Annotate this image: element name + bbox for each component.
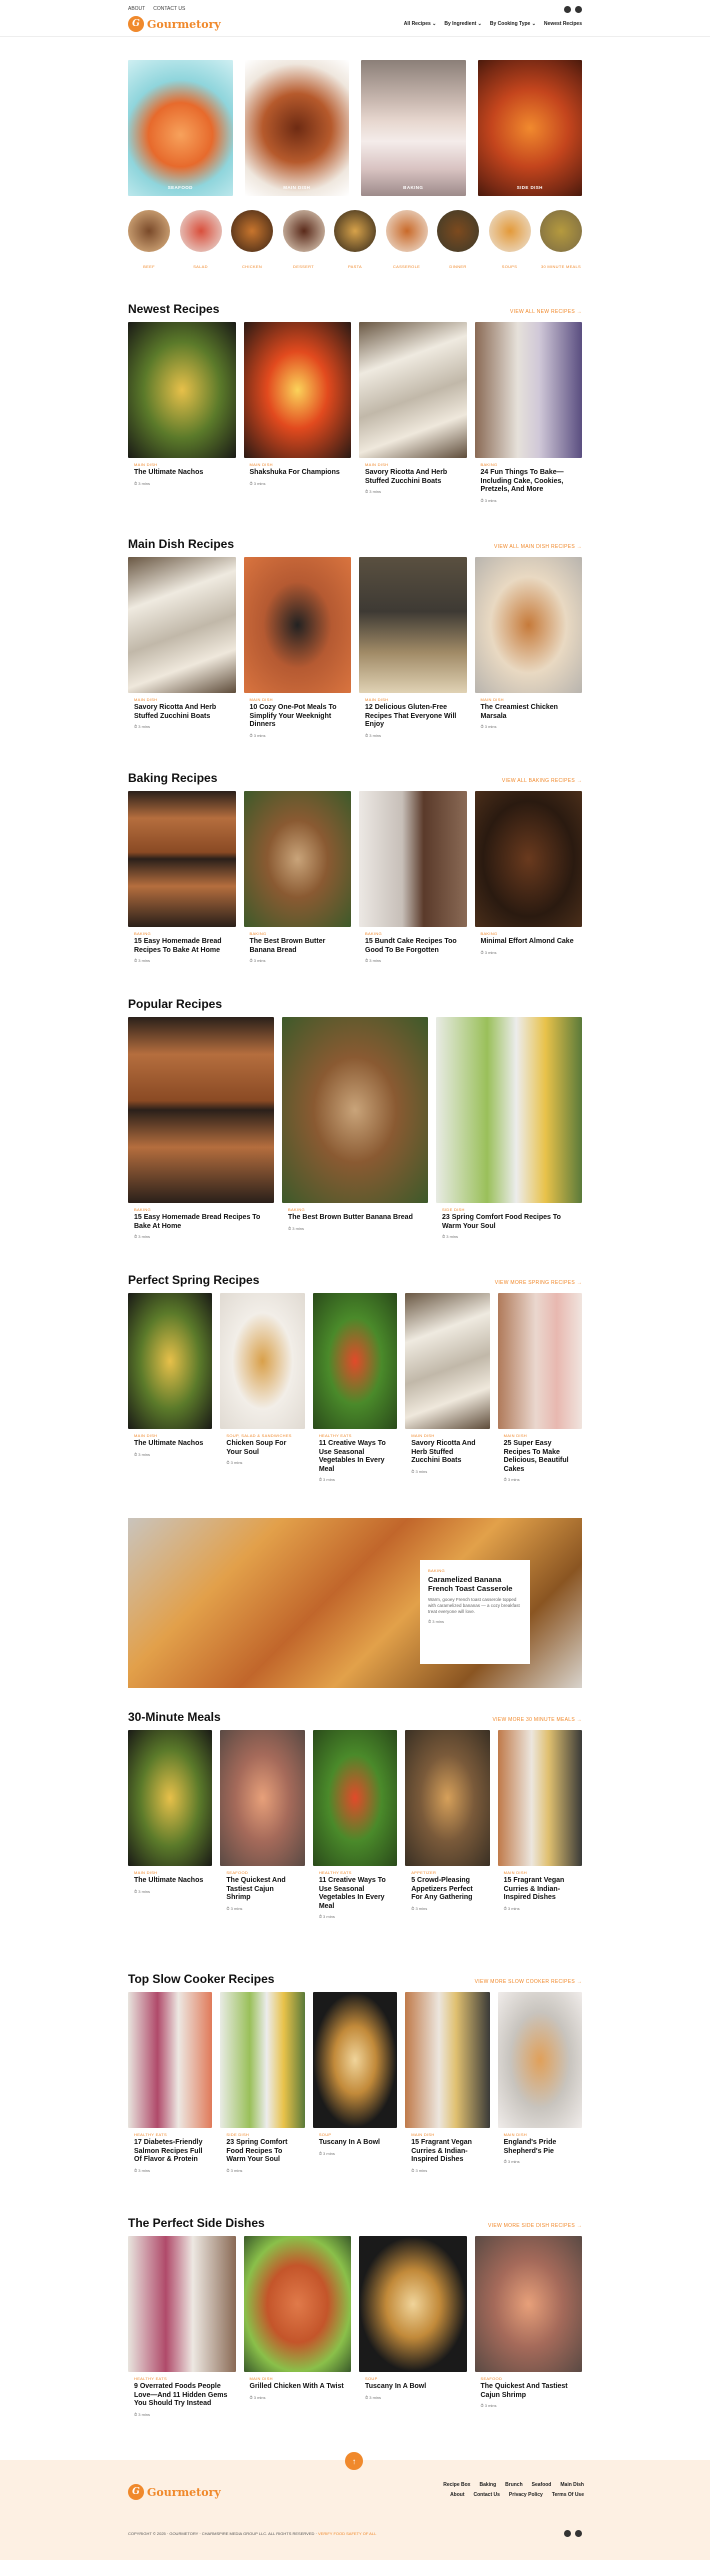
card-category: MAIN DISH xyxy=(134,462,158,467)
card-meta: ⏱ 3 mins xyxy=(411,1468,428,1474)
section-title: 30-Minute Meals xyxy=(128,1710,221,1724)
card-title: 11 Creative Ways To Use Seasonal Vegetables In Every Meal xyxy=(318,1440,386,1473)
card-meta: ⏱ 3 mins xyxy=(428,1619,445,1624)
logo[interactable] xyxy=(128,16,221,32)
card-meta: ⏱ 3 mins xyxy=(480,724,497,729)
card-category: SOUP xyxy=(365,2376,378,2381)
category-circles xyxy=(128,210,582,273)
card-meta: ⏱ 3 mins xyxy=(365,732,382,738)
card-meta: ⏱ 3 mins xyxy=(318,1477,335,1482)
recipe-card[interactable] xyxy=(359,2236,467,2420)
footer-logo[interactable] xyxy=(128,2484,221,2500)
recipe-card[interactable] xyxy=(359,791,467,966)
view-all-link[interactable]: VIEW MORE SIDE DISH RECIPES → xyxy=(488,2223,582,2229)
recipe-card[interactable] xyxy=(313,1730,397,1922)
card-title: Minimal Effort Almond Cake xyxy=(480,938,574,945)
card-meta: ⏱ 3 mins xyxy=(249,958,266,963)
card-meta: ⏱ 3 mins xyxy=(288,1225,305,1231)
recipe-card[interactable] xyxy=(405,1293,489,1485)
card-category: HEALTHY EATS xyxy=(318,1870,352,1875)
card-category: BAKING xyxy=(134,931,151,936)
card-title: 23 Spring Comfort Food Recipes To Warm Your Soul xyxy=(442,1214,561,1230)
view-all-link[interactable]: VIEW ALL NEW RECIPES → xyxy=(510,309,582,315)
card-meta: ⏱ 3 mins xyxy=(411,2167,428,2173)
recipe-card[interactable] xyxy=(128,1017,274,1242)
recipe-card[interactable] xyxy=(244,2236,352,2420)
card-title: 12 Delicious Gluten-Free Recipes That Everyone Will Enjoy xyxy=(365,704,457,728)
card-category: APPETIZER xyxy=(411,1870,437,1875)
logo-mark-icon: G xyxy=(128,16,144,32)
recipe-card[interactable] xyxy=(475,2236,583,2420)
card-title: The Best Brown Butter Banana Bread xyxy=(249,938,326,954)
hero-card[interactable] xyxy=(361,60,466,196)
copyright-bar xyxy=(128,2530,582,2537)
recipe-card[interactable] xyxy=(128,1293,212,1485)
recipe-card[interactable] xyxy=(128,322,236,506)
card-meta: ⏱ 3 mins xyxy=(134,1451,151,1457)
card-category: MAIN DISH xyxy=(411,2132,435,2137)
circle-category[interactable] xyxy=(180,210,222,273)
hero-label: SEAFOOD xyxy=(167,185,193,190)
logo-text: Gourmetory xyxy=(147,17,221,31)
copyright-text: COPYRIGHT © 2025 · GOURMETORY · CHARMSPIRE MEDIA GROUP LLC. ALL RIGHTS RESERVED · xyxy=(128,2531,317,2536)
about-link[interactable]: ABOUT xyxy=(128,6,146,12)
card-title: 15 Fragrant Vegan Curries & Indian-Inspired Dishes xyxy=(411,2139,472,2163)
recipe-card[interactable] xyxy=(359,557,467,741)
site-footer xyxy=(0,2456,710,2560)
recipe-card[interactable] xyxy=(244,322,352,506)
recipe-card[interactable] xyxy=(475,557,583,741)
hero-card[interactable] xyxy=(478,60,583,196)
section-title: Popular Recipes xyxy=(128,997,223,1011)
circle-label: DINNER xyxy=(449,264,467,269)
card-meta: ⏱ 3 mins xyxy=(134,2167,151,2173)
recipe-card[interactable] xyxy=(436,1017,582,1242)
card-meta: ⏱ 3 mins xyxy=(480,2403,497,2408)
card-title: Shakshuka For Champions xyxy=(249,469,340,476)
footer-link[interactable]: Recipe Box xyxy=(443,2482,471,2488)
card-meta: ⏱ 3 mins xyxy=(442,1234,459,1239)
card-meta: ⏱ 3 mins xyxy=(134,724,151,729)
card-title: 5 Crowd-Pleasing Appetizers Perfect For Any Gathering xyxy=(411,1877,473,1901)
hero-label: SIDE DISH xyxy=(516,185,543,190)
section-title: Top Slow Cooker Recipes xyxy=(128,1972,275,1986)
site-header xyxy=(128,14,582,34)
card-title: The Quickest And Tastiest Cajun Shrimp xyxy=(226,1877,286,1901)
recipe-card[interactable] xyxy=(475,322,583,506)
recipe-card[interactable] xyxy=(359,322,467,506)
card-description: Warm, gooey French toast casserole topped with caramelized bananas — a cozy breakfast treat everyone will love. xyxy=(428,1597,520,1614)
view-all-link[interactable]: VIEW ALL MAIN DISH RECIPES → xyxy=(494,544,582,550)
card-title: 15 Bundt Cake Recipes Too Good To Be Forgotten xyxy=(365,938,457,954)
card-category: MAIN DISH xyxy=(249,2376,273,2381)
circle-category[interactable] xyxy=(386,210,428,273)
recipe-card[interactable] xyxy=(475,791,583,966)
recipe-card[interactable] xyxy=(282,1017,428,1242)
footer-link[interactable]: Baking xyxy=(479,2482,497,2488)
section-main-dish xyxy=(128,537,582,741)
section-title: Perfect Spring Recipes xyxy=(128,1273,260,1287)
card-meta: ⏱ 3 mins xyxy=(226,2167,243,2173)
card-title: 23 Spring Comfort Food Recipes To Warm Your Soul xyxy=(226,2139,288,2163)
card-meta: ⏱ 3 mins xyxy=(249,2394,266,2400)
circle-label: 30 MINUTE MEALS xyxy=(540,264,582,269)
card-title: The Quickest And Tastiest Cajun Shrimp xyxy=(480,2383,568,2399)
card-title: Savory Ricotta And Herb Stuffed Zucchini Boats xyxy=(134,704,217,720)
recipe-card[interactable] xyxy=(498,1293,582,1485)
circle-label: SALAD xyxy=(193,264,208,269)
circle-label: SOUPS xyxy=(501,264,518,269)
nav-by-ingredient[interactable]: By Ingredient ⌄ xyxy=(444,21,482,27)
circle-label: BEEF xyxy=(143,264,155,269)
card-category: MAIN DISH xyxy=(411,1433,435,1438)
view-all-link[interactable]: VIEW MORE SLOW COOKER RECIPES → xyxy=(474,1979,582,1985)
topbar xyxy=(128,4,582,14)
nav-newest-recipes[interactable]: Newest Recipes xyxy=(543,21,582,27)
card-meta: ⏱ 3 mins xyxy=(134,1234,151,1239)
card-meta: ⏱ 3 mins xyxy=(365,2394,382,2400)
card-category: SEAFOOD xyxy=(480,2376,503,2381)
card-category: MAIN DISH xyxy=(480,697,504,702)
instagram-icon[interactable] xyxy=(575,2530,582,2537)
card-category: MAIN DISH xyxy=(503,1870,527,1875)
card-meta: ⏱ 3 mins xyxy=(134,2411,151,2417)
card-category: SOUP xyxy=(318,2132,332,2137)
card-title: The Creamiest Chicken Marsala xyxy=(480,704,558,720)
card-title: 15 Fragrant Vegan Curries & Indian-Inspired Dishes xyxy=(503,1877,565,1901)
card-title: Chicken Soup For Your Soul xyxy=(226,1440,287,1456)
section-title: Main Dish Recipes xyxy=(128,537,235,551)
recipe-card[interactable] xyxy=(313,1293,397,1485)
card-category: MAIN DISH xyxy=(249,462,273,467)
card-title: 10 Cozy One-Pot Meals To Simplify Your Weeknight Dinners xyxy=(249,704,337,728)
view-all-link[interactable]: VIEW ALL BAKING RECIPES → xyxy=(501,778,582,784)
card-title: Tuscany In A Bowl xyxy=(318,2139,381,2146)
section-title: Baking Recipes xyxy=(128,771,218,785)
card-category: BAKING xyxy=(480,931,498,936)
card-category: BAKING xyxy=(288,1207,305,1212)
nav-by-cooking-type[interactable]: By Cooking Type ⌄ xyxy=(489,21,536,27)
footer-link[interactable]: Seafood xyxy=(531,2482,552,2488)
card-meta: ⏱ 3 mins xyxy=(503,2159,520,2164)
recipe-card[interactable] xyxy=(128,1730,212,1922)
section-title: Newest Recipes xyxy=(128,302,220,316)
nav-all-recipes[interactable]: All Recipes ⌄ xyxy=(403,21,437,27)
recipe-card[interactable] xyxy=(128,557,236,741)
card-category: MAIN DISH xyxy=(134,1433,158,1438)
verify-link[interactable]: VERIFY FOOD SAFETY OF ALL xyxy=(317,2531,377,2536)
card-meta: ⏱ 3 mins xyxy=(134,480,151,486)
footer-link[interactable]: Contact Us xyxy=(473,2492,500,2498)
logo-text: Gourmetory xyxy=(147,2485,221,2499)
card-title: Tuscany In A Bowl xyxy=(365,2383,427,2390)
card-category: HEALTHY EATS xyxy=(318,1433,352,1438)
circle-category[interactable] xyxy=(489,210,531,273)
card-category: SIDE DISH xyxy=(442,1207,465,1212)
circle-category[interactable] xyxy=(231,210,273,273)
section-newest xyxy=(128,302,582,506)
card-title: The Ultimate Nachos xyxy=(134,1877,204,1884)
circle-label: CHICKEN xyxy=(241,264,263,269)
card-category: HEALTHY EATS xyxy=(134,2132,167,2137)
section-title: The Perfect Side Dishes xyxy=(128,2216,265,2230)
card-meta: ⏱ 3 mins xyxy=(480,949,497,955)
card-category: MAIN DISH xyxy=(134,1870,158,1875)
footer-link[interactable]: Main Dish xyxy=(560,2482,584,2488)
card-title: Caramelized Banana French Toast Casserole xyxy=(428,1575,513,1593)
recipe-card[interactable] xyxy=(220,1992,304,2176)
circle-label: PASTA xyxy=(347,264,363,269)
recipe-card[interactable] xyxy=(244,557,352,741)
card-meta: ⏱ 3 mins xyxy=(365,489,382,494)
card-meta: ⏱ 3 mins xyxy=(226,1905,243,1911)
pinterest-icon[interactable] xyxy=(564,2530,571,2537)
card-meta: ⏱ 3 mins xyxy=(249,480,266,486)
main-nav xyxy=(404,21,582,27)
card-meta: ⏱ 3 mins xyxy=(134,958,151,963)
card-title: The Best Brown Butter Banana Bread xyxy=(288,1214,413,1221)
card-meta: ⏱ 3 mins xyxy=(249,732,266,738)
card-category: BAKING xyxy=(428,1568,445,1573)
section-slow-cooker xyxy=(128,1972,582,2176)
card-category: MAIN DISH xyxy=(365,697,389,702)
back-to-top-button[interactable]: ↑ xyxy=(345,2452,363,2470)
section-spring xyxy=(128,1273,582,1485)
card-category: SOUP, SALAD & SANDWICHES xyxy=(226,1433,292,1438)
card-title: 25 Super Easy Recipes To Make Delicious, Beautiful Cakes xyxy=(503,1440,569,1473)
circle-category[interactable] xyxy=(540,210,582,273)
hero-card[interactable] xyxy=(128,60,233,196)
circle-category[interactable] xyxy=(437,210,479,273)
circle-label: DESSERT xyxy=(293,264,314,269)
section-baking xyxy=(128,771,582,966)
recipe-card[interactable] xyxy=(313,1992,397,2176)
recipe-card[interactable] xyxy=(498,1730,582,1922)
card-title: The Ultimate Nachos xyxy=(134,1440,204,1447)
card-meta: ⏱ 3 mins xyxy=(318,1914,335,1919)
circle-category[interactable] xyxy=(283,210,325,273)
contact-link[interactable]: CONTACT US xyxy=(153,6,186,12)
card-title: 24 Fun Things To Bake—Including Cake, Cookies, Pretzels, And More xyxy=(480,469,564,493)
hero-categories xyxy=(128,60,582,196)
recipe-card[interactable] xyxy=(244,791,352,966)
card-category: MAIN DISH xyxy=(249,697,273,702)
instagram-icon[interactable] xyxy=(575,6,582,13)
logo-mark-icon: G xyxy=(128,2484,144,2500)
card-category: SEAFOOD xyxy=(226,1870,249,1875)
footer-link[interactable]: Privacy Policy xyxy=(508,2492,543,2498)
card-title: Savory Ricotta And Herb Stuffed Zucchini Boats xyxy=(365,469,448,485)
card-meta: ⏱ 3 mins xyxy=(226,1460,243,1465)
recipe-card[interactable] xyxy=(128,1992,212,2176)
card-category: BAKING xyxy=(134,1207,151,1212)
pinterest-icon[interactable] xyxy=(564,6,571,13)
recipe-card[interactable] xyxy=(498,1992,582,2176)
card-title: The Ultimate Nachos xyxy=(134,469,204,476)
header-divider xyxy=(0,36,710,37)
view-all-link[interactable]: VIEW MORE 30 MINUTE MEALS → xyxy=(492,1717,582,1723)
featured-recipe-card[interactable] xyxy=(420,1560,530,1664)
featured-recipe-banner[interactable] xyxy=(128,1518,582,1688)
recipe-card[interactable] xyxy=(220,1730,304,1922)
card-category: BAKING xyxy=(249,931,267,936)
card-title: 9 Overrated Foods People Love—And 11 Hidden Gems You Should Try Instead xyxy=(134,2383,228,2407)
card-category: MAIN DISH xyxy=(503,2132,527,2137)
recipe-card[interactable] xyxy=(128,791,236,966)
recipe-card[interactable] xyxy=(405,1730,489,1922)
card-meta: ⏱ 3 mins xyxy=(411,1905,428,1911)
recipe-card[interactable] xyxy=(220,1293,304,1485)
card-meta: ⏱ 3 mins xyxy=(480,497,497,503)
card-title: England's Pride Shepherd's Pie xyxy=(503,2139,557,2155)
card-category: HEALTHY EATS xyxy=(134,2376,167,2381)
recipe-card[interactable] xyxy=(128,2236,236,2420)
recipe-card[interactable] xyxy=(405,1992,489,2176)
footer-links xyxy=(424,2482,584,2498)
circle-label: CASSEROLE xyxy=(392,264,421,269)
card-category: BAKING xyxy=(480,462,498,467)
card-meta: ⏱ 3 mins xyxy=(134,1888,151,1894)
section-side-dishes xyxy=(128,2216,582,2420)
card-title: Grilled Chicken With A Twist xyxy=(249,2383,344,2390)
card-category: SIDE DISH xyxy=(226,2132,250,2137)
hero-card[interactable] xyxy=(245,60,350,196)
card-title: 11 Creative Ways To Use Seasonal Vegetables In Every Meal xyxy=(318,1877,386,1910)
card-title: 17 Diabetes-Friendly Salmon Recipes Full Of Flavor & Protein xyxy=(134,2139,203,2163)
view-all-link[interactable]: VIEW MORE SPRING RECIPES → xyxy=(494,1280,582,1286)
card-meta: ⏱ 3 mins xyxy=(503,1905,520,1911)
card-meta: ⏱ 3 mins xyxy=(503,1477,520,1482)
card-title: 15 Easy Homemade Bread Recipes To Bake At Home xyxy=(134,1214,261,1230)
footer-link[interactable]: About xyxy=(450,2492,465,2498)
circle-category[interactable] xyxy=(128,210,170,273)
card-title: 15 Easy Homemade Bread Recipes To Bake At Home xyxy=(134,938,222,954)
hero-label: BAKING xyxy=(403,185,424,190)
card-title: Savory Ricotta And Herb Stuffed Zucchini Boats xyxy=(411,1440,476,1464)
card-meta: ⏱ 3 mins xyxy=(318,2150,335,2156)
footer-link[interactable]: Terms Of Use xyxy=(551,2492,584,2498)
card-category: BAKING xyxy=(365,931,382,936)
card-category: MAIN DISH xyxy=(365,462,389,467)
card-meta: ⏱ 3 mins xyxy=(365,958,382,963)
card-category: MAIN DISH xyxy=(134,697,158,702)
hero-label: MAIN DISH xyxy=(283,185,311,190)
section-popular xyxy=(128,997,582,1242)
card-category: MAIN DISH xyxy=(503,1433,527,1438)
circle-category[interactable] xyxy=(334,210,376,273)
footer-link[interactable]: Brunch xyxy=(505,2482,523,2488)
section-30-minute xyxy=(128,1710,582,1922)
